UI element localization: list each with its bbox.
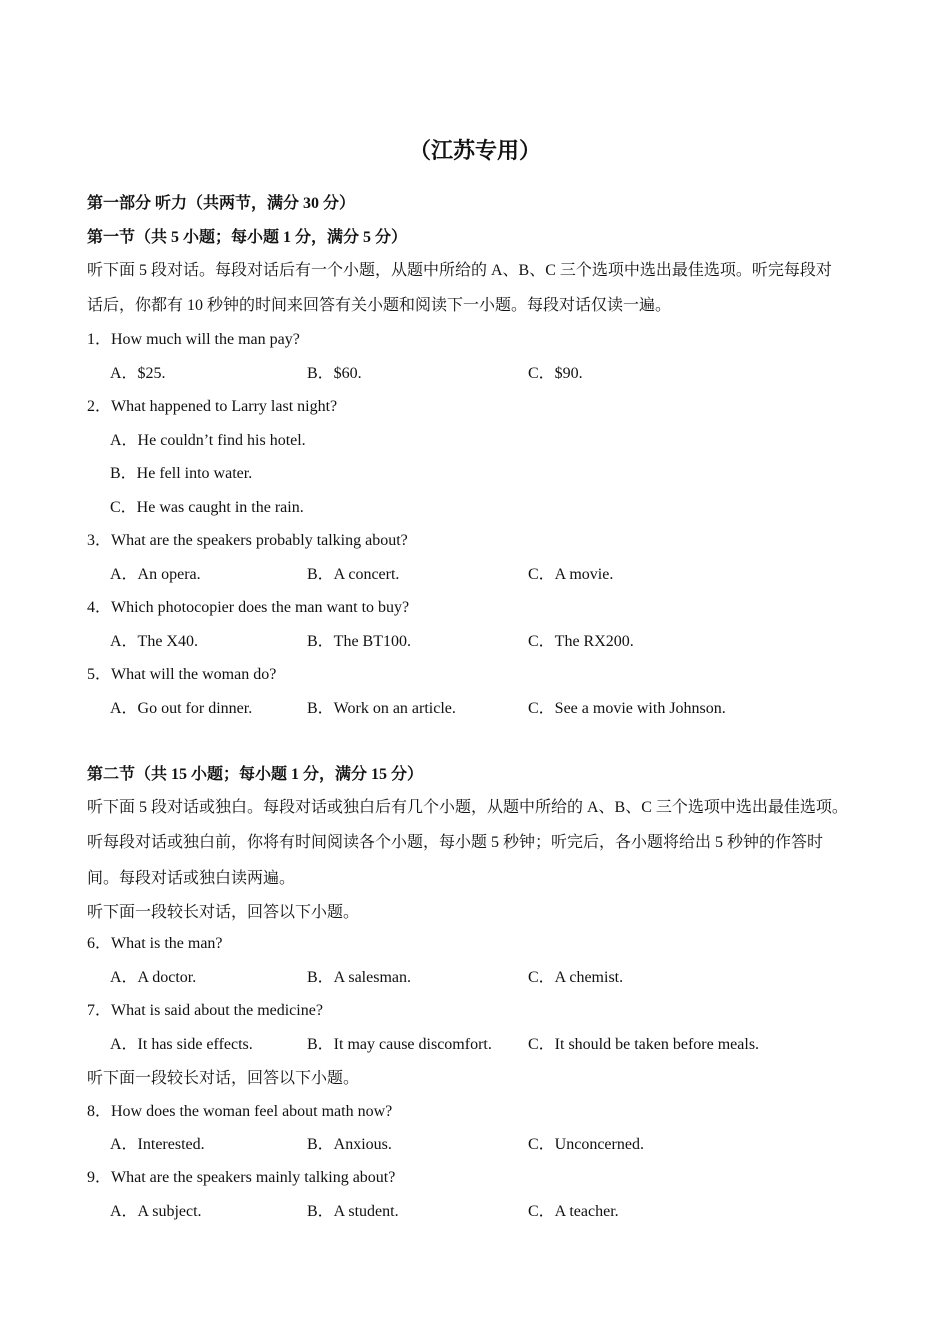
option-b: B．$60. bbox=[307, 365, 362, 382]
option-b: B．A salesman. bbox=[307, 969, 411, 986]
option-c: C．See a movie with Johnson. bbox=[528, 700, 726, 717]
option-a: A．He couldn’t find his hotel. bbox=[110, 432, 306, 449]
dialog-intro: 听下面一段较长对话，回答以下小题。 bbox=[87, 904, 360, 921]
question-stem: 7．What is said about the medicine? bbox=[87, 1002, 323, 1019]
question-stem: 1．How much will the man pay? bbox=[87, 331, 300, 348]
option-a: A．It has side effects. bbox=[110, 1036, 253, 1053]
section2-instructions: 听下面 5 段对话或独白。每段对话或独白后有几个小题，从题中所给的 A、B、C 三个选项中选出最佳选项。 bbox=[87, 799, 848, 816]
section1-instructions: 听下面 5 段对话。每段对话后有一个小题，从题中所给的 A、B、C 三个选项中选出最佳选项。听完每段对 bbox=[87, 262, 832, 279]
option-b: B．He fell into water. bbox=[110, 465, 253, 482]
question-stem: 6．What is the man? bbox=[87, 935, 223, 952]
option-c: C．The RX200. bbox=[528, 633, 634, 650]
option-c: C．It should be taken before meals. bbox=[528, 1036, 760, 1053]
option-a: A．$25. bbox=[110, 365, 166, 382]
part1-header: 第一部分 听力（共两节，满分 30 分） bbox=[87, 195, 356, 212]
option-c: C．A movie. bbox=[528, 566, 614, 583]
section2-instructions: 间。每段对话或独白读两遍。 bbox=[87, 870, 296, 887]
option-b: B．The BT100. bbox=[307, 633, 411, 650]
dialog-intro: 听下面一段较长对话，回答以下小题。 bbox=[87, 1070, 360, 1087]
section1-header: 第一节（共 5 小题；每小题 1 分，满分 5 分） bbox=[87, 229, 408, 246]
option-b: B．Anxious. bbox=[307, 1136, 392, 1153]
option-c: C．He was caught in the rain. bbox=[110, 499, 304, 516]
question-stem: 4．Which photocopier does the man want to buy? bbox=[87, 599, 410, 616]
option-b: B．Work on an article. bbox=[307, 700, 456, 717]
section2-header: 第二节（共 15 小题；每小题 1 分，满分 15 分） bbox=[87, 766, 424, 783]
question-stem: 8．How does the woman feel about math now? bbox=[87, 1103, 393, 1120]
option-b: B．A student. bbox=[307, 1203, 399, 1220]
section1-instructions: 话后，你都有 10 秒钟的时间来回答有关小题和阅读下一小题。每段对话仅读一遍。 bbox=[87, 297, 672, 314]
option-c: C．A chemist. bbox=[528, 969, 624, 986]
option-b: B．It may cause discomfort. bbox=[307, 1036, 492, 1053]
option-a: A．Go out for dinner. bbox=[110, 700, 253, 717]
option-a: A．The X40. bbox=[110, 633, 198, 650]
option-a: A．A subject. bbox=[110, 1203, 202, 1220]
option-a: A．An opera. bbox=[110, 566, 201, 583]
question-stem: 3．What are the speakers probably talking about? bbox=[87, 532, 408, 549]
page-title: （江苏专用） bbox=[408, 139, 541, 164]
option-c: C．Unconcerned. bbox=[528, 1136, 644, 1153]
option-a: A．A doctor. bbox=[110, 969, 197, 986]
section2-instructions: 听每段对话或独白前，你将有时间阅读各个小题，每小题 5 秒钟；听完后，各小题将给出 5 秒钟的作答时 bbox=[87, 834, 824, 851]
question-stem: 2．What happened to Larry last night? bbox=[87, 398, 338, 415]
option-a: A．Interested. bbox=[110, 1136, 205, 1153]
question-stem: 9．What are the speakers mainly talking about? bbox=[87, 1169, 396, 1186]
option-c: C．A teacher. bbox=[528, 1203, 619, 1220]
option-c: C．$90. bbox=[528, 365, 583, 382]
option-b: B．A concert. bbox=[307, 566, 400, 583]
question-stem: 5．What will the woman do? bbox=[87, 666, 277, 683]
